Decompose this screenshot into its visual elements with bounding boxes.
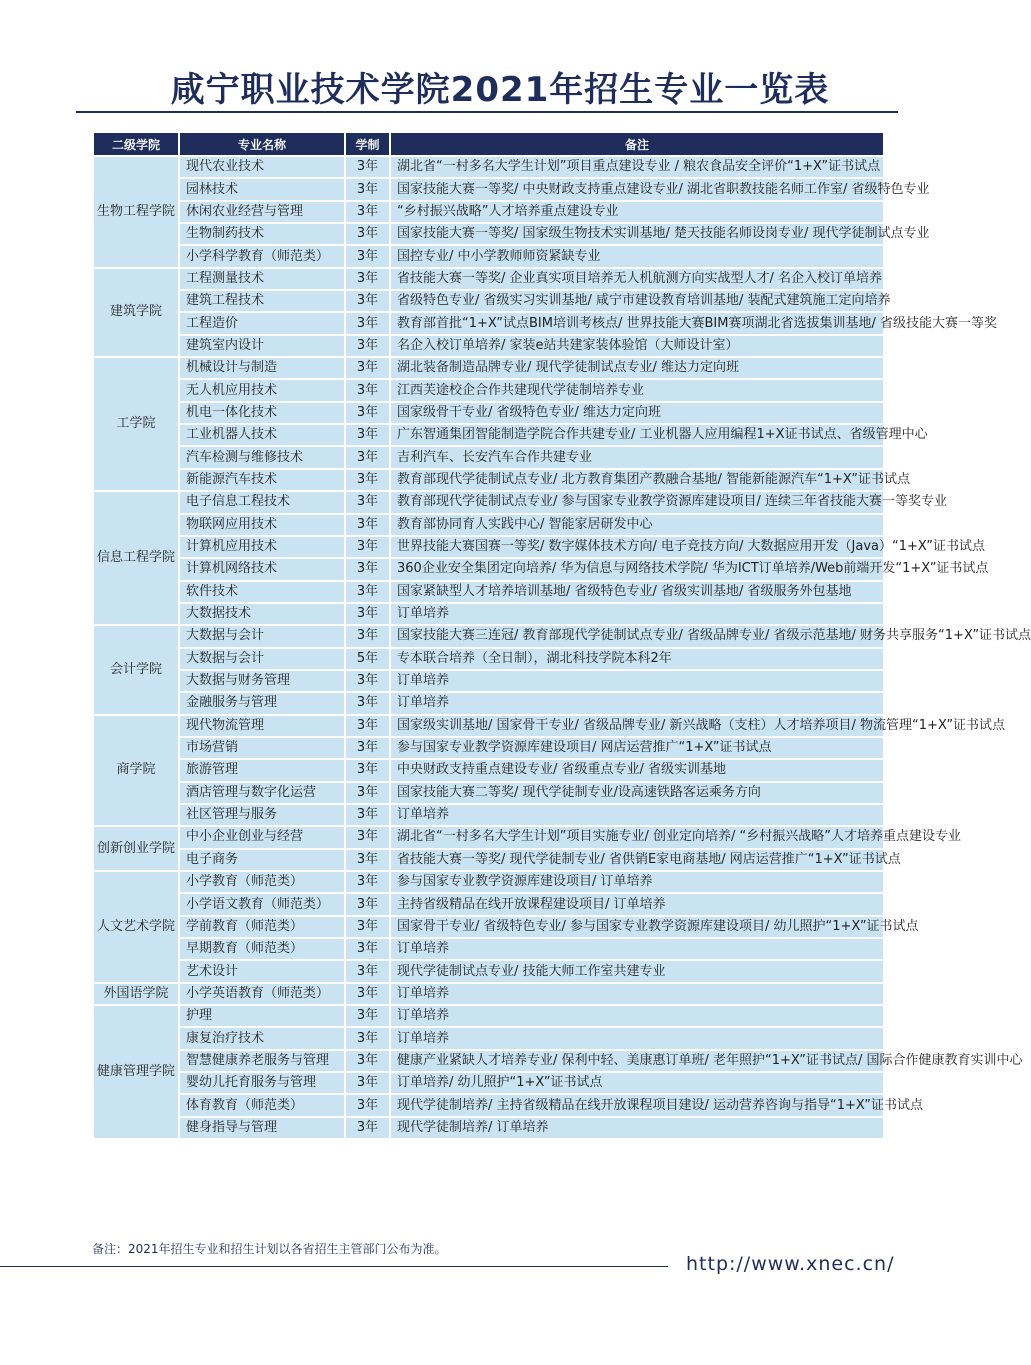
major-cell: 社区管理与服务 <box>179 804 345 826</box>
majors-table <box>92 131 1031 1140</box>
years-cell: 3年 <box>345 201 390 223</box>
major-cell: 酒店管理与数字化运营 <box>179 782 345 804</box>
title-divider <box>76 111 898 113</box>
years-cell: 3年 <box>345 379 390 401</box>
table-row <box>93 692 884 714</box>
years-cell: 3年 <box>345 469 390 491</box>
table-row <box>93 1117 884 1139</box>
note-cell: 国控专业/ 中小学教师师资紧缺专业 <box>390 245 884 267</box>
note-cell: 国家技能大赛二等奖/ 现代学徒制专业/设高速铁路客运乘务方向 <box>390 782 884 804</box>
note-cell: 湖北装备制造品牌专业/ 现代学徒制试点专业/ 维达力定向班 <box>390 357 884 379</box>
major-cell: 建筑室内设计 <box>179 335 345 357</box>
years-cell: 3年 <box>345 983 390 1005</box>
note-cell: 湖北省“一村多名大学生计划”项目实施专业/ 创业定向培养/ “乡村振兴战略”人才培养重点建设专业 <box>390 826 884 848</box>
note-cell: 国家技能大赛一等奖/ 国家级生物技术实训基地/ 楚天技能名师设岗专业/ 现代学徒制试点专业 <box>390 223 884 245</box>
table-row <box>93 1094 884 1116</box>
table-row <box>93 469 884 491</box>
note-cell: 订单培养 <box>390 692 884 714</box>
years-cell: 3年 <box>345 245 390 267</box>
table-row <box>93 938 884 960</box>
years-cell: 3年 <box>345 290 390 312</box>
note-cell: 国家技能大赛一等奖/ 中央财政支持重点建设专业/ 湖北省职教技能名师工作室/ 省级特色专业 <box>390 178 884 200</box>
major-cell: 休闲农业经营与管理 <box>179 201 345 223</box>
major-cell: 大数据与财务管理 <box>179 670 345 692</box>
table-row <box>93 223 884 245</box>
note-cell: 名企入校订单培养/ 家装e站共建家装体验馆（大师设计室） <box>390 335 884 357</box>
note-cell: 订单培养 <box>390 938 884 960</box>
major-cell: 早期教育（师范类） <box>179 938 345 960</box>
major-cell: 艺术设计 <box>179 960 345 982</box>
note-cell: 省技能大赛一等奖/ 企业真实项目培养无人机航测方向实战型人才/ 名企入校订单培养 <box>390 268 884 290</box>
major-cell: 软件技术 <box>179 581 345 603</box>
table-row <box>93 782 884 804</box>
years-cell: 3年 <box>345 625 390 647</box>
major-cell: 生物制药技术 <box>179 223 345 245</box>
major-cell: 工业机器人技术 <box>179 424 345 446</box>
years-cell: 3年 <box>345 1117 390 1139</box>
major-cell: 健身指导与管理 <box>179 1117 345 1139</box>
major-cell: 新能源汽车技术 <box>179 469 345 491</box>
note-cell: 订单培养/ 幼儿照护“1+X”证书试点 <box>390 1072 884 1094</box>
years-cell: 3年 <box>345 849 390 871</box>
note-cell: 国家级实训基地/ 国家骨干专业/ 省级品牌专业/ 新兴战略（支柱）人才培养项目/ 物流管理“1+X”证书试点 <box>390 715 884 737</box>
table-row <box>93 558 884 580</box>
table-row <box>93 268 884 290</box>
years-cell: 3年 <box>345 402 390 424</box>
major-cell: 小学科学教育（师范类） <box>179 245 345 267</box>
note-cell: 国家紧缺型人才培养培训基地/ 省级特色专业/ 省级实训基地/ 省级服务外包基地 <box>390 581 884 603</box>
major-cell: 电子信息工程技术 <box>179 491 345 513</box>
table-row <box>93 1005 884 1027</box>
table-row <box>93 379 884 401</box>
table-row <box>93 960 884 982</box>
years-cell: 3年 <box>345 558 390 580</box>
major-cell: 学前教育（师范类） <box>179 916 345 938</box>
years-cell: 3年 <box>345 514 390 536</box>
college-cell: 人文艺术学院 <box>93 871 179 983</box>
major-cell: 工程造价 <box>179 312 345 334</box>
years-cell: 3年 <box>345 581 390 603</box>
major-cell: 市场营销 <box>179 737 345 759</box>
years-cell: 3年 <box>345 424 390 446</box>
note-cell: 教育部现代学徒制试点专业/ 参与国家专业教学资源库建设项目/ 连续三年省技能大赛一等奖专业 <box>390 491 884 513</box>
years-cell: 3年 <box>345 916 390 938</box>
major-cell: 无人机应用技术 <box>179 379 345 401</box>
years-cell: 3年 <box>345 804 390 826</box>
note-cell: 专本联合培养（全日制），湖北科技学院本科2年 <box>390 648 884 670</box>
note-cell: 主持省级精品在线开放课程建设项目/ 订单培养 <box>390 893 884 915</box>
table-row <box>93 737 884 759</box>
major-cell: 机电一体化技术 <box>179 402 345 424</box>
years-cell: 3年 <box>345 603 390 625</box>
note-cell: 世界技能大赛国赛一等奖/ 数字媒体技术方向/ 电子竞技方向/ 大数据应用开发（Java）“1+X”证书试点 <box>390 536 884 558</box>
table-row <box>93 424 884 446</box>
major-cell: 物联网应用技术 <box>179 514 345 536</box>
major-cell: 建筑工程技术 <box>179 290 345 312</box>
major-cell: 工程测量技术 <box>179 268 345 290</box>
major-cell: 大数据与会计 <box>179 648 345 670</box>
note-cell: 江西芙途校企合作共建现代学徒制培养专业 <box>390 379 884 401</box>
years-cell: 3年 <box>345 715 390 737</box>
table-row <box>93 670 884 692</box>
note-cell: 订单培养 <box>390 1005 884 1027</box>
college-cell: 信息工程学院 <box>93 491 179 625</box>
note-cell: 省级特色专业/ 省级实习实训基地/ 咸宁市建设教育培训基地/ 装配式建筑施工定向培养 <box>390 290 884 312</box>
table-row <box>93 312 884 334</box>
table-row <box>93 804 884 826</box>
major-cell: 护理 <box>179 1005 345 1027</box>
years-cell: 3年 <box>345 1005 390 1027</box>
page-title: 咸宁职业技术学院2021年招生专业一览表 <box>170 70 830 110</box>
header-years: 学制 <box>345 132 390 156</box>
major-cell: 计算机应用技术 <box>179 536 345 558</box>
college-cell: 创新创业学院 <box>93 826 179 871</box>
years-cell: 3年 <box>345 335 390 357</box>
note-cell: 360企业安全集团定向培养/ 华为信息与网络技术学院/ 华为ICT订单培养/Web前端开发“1+X”证书试点 <box>390 558 884 580</box>
major-cell: 大数据技术 <box>179 603 345 625</box>
major-cell: 小学教育（师范类） <box>179 871 345 893</box>
note-cell: 参与国家专业教学资源库建设项目/ 网店运营推广“1+X”证书试点 <box>390 737 884 759</box>
college-cell: 外国语学院 <box>93 983 179 1005</box>
table-row <box>93 759 884 781</box>
years-cell: 3年 <box>345 692 390 714</box>
note-cell: 湖北省“一村多名大学生计划”项目重点建设专业 / 粮农食品安全评价“1+X”证书试点 <box>390 156 884 178</box>
major-cell: 机械设计与制造 <box>179 357 345 379</box>
table-row <box>93 625 884 647</box>
years-cell: 3年 <box>345 1072 390 1094</box>
college-cell: 生物工程学院 <box>93 156 179 268</box>
note-cell: 健康产业紧缺人才培养专业/ 保利中轻、美康惠订单班/ 老年照护“1+X”证书试点/ 国际合作健康教育实训中心 <box>390 1050 884 1072</box>
years-cell: 3年 <box>345 536 390 558</box>
table-row <box>93 491 884 513</box>
website-link[interactable]: http://www.xnec.cn/ <box>686 1253 895 1275</box>
years-cell: 3年 <box>345 759 390 781</box>
years-cell: 3年 <box>345 178 390 200</box>
note-cell: 国家技能大赛三连冠/ 教育部现代学徒制试点专业/ 省级品牌专业/ 省级示范基地/ 财务共享服务“1+X”证书试点 <box>390 625 884 647</box>
years-cell: 3年 <box>345 223 390 245</box>
major-cell: 中小企业创业与经营 <box>179 826 345 848</box>
college-cell: 健康管理学院 <box>93 1005 179 1139</box>
table-header-row <box>93 132 884 156</box>
table-row <box>93 826 884 848</box>
header-note: 备注 <box>390 132 884 156</box>
years-cell: 3年 <box>345 446 390 468</box>
major-cell: 计算机网络技术 <box>179 558 345 580</box>
note-cell: 教育部现代学徒制试点专业/ 北方教育集团产教融合基地/ 智能新能源汽车“1+X”证书试点 <box>390 469 884 491</box>
years-cell: 3年 <box>345 1094 390 1116</box>
header-college: 二级学院 <box>93 132 179 156</box>
note-cell: 现代学徒制培养/ 订单培养 <box>390 1117 884 1139</box>
major-cell: 旅游管理 <box>179 759 345 781</box>
note-cell: 吉利汽车、长安汽车合作共建专业 <box>390 446 884 468</box>
table-row <box>93 178 884 200</box>
table-row <box>93 893 884 915</box>
note-cell: 订单培养 <box>390 1027 884 1049</box>
table-row <box>93 1027 884 1049</box>
years-cell: 3年 <box>345 737 390 759</box>
table-row <box>93 581 884 603</box>
major-cell: 小学语文教育（师范类） <box>179 893 345 915</box>
college-cell: 工学院 <box>93 357 179 491</box>
major-cell: 小学英语教育（师范类） <box>179 983 345 1005</box>
note-cell: “乡村振兴战略”人才培养重点建设专业 <box>390 201 884 223</box>
note-cell: 参与国家专业教学资源库建设项目/ 订单培养 <box>390 871 884 893</box>
table-row <box>93 201 884 223</box>
years-cell: 3年 <box>345 1027 390 1049</box>
years-cell: 3年 <box>345 670 390 692</box>
major-cell: 金融服务与管理 <box>179 692 345 714</box>
major-cell: 汽车检测与维修技术 <box>179 446 345 468</box>
table-row <box>93 715 884 737</box>
major-cell: 智慧健康养老服务与管理 <box>179 1050 345 1072</box>
years-cell: 3年 <box>345 268 390 290</box>
table-row <box>93 402 884 424</box>
note-cell: 订单培养 <box>390 983 884 1005</box>
years-cell: 3年 <box>345 782 390 804</box>
note-cell: 国家级骨干专业/ 省级特色专业/ 维达力定向班 <box>390 402 884 424</box>
table-row <box>93 849 884 871</box>
years-cell: 3年 <box>345 960 390 982</box>
table-row <box>93 603 884 625</box>
years-cell: 3年 <box>345 871 390 893</box>
major-cell: 康复治疗技术 <box>179 1027 345 1049</box>
footnote: 备注：2021年招生专业和招生计划以各省招生主管部门公布为准。 <box>92 1242 447 1256</box>
years-cell: 3年 <box>345 312 390 334</box>
note-cell: 订单培养 <box>390 804 884 826</box>
major-cell: 体育教育（师范类） <box>179 1094 345 1116</box>
table-row <box>93 514 884 536</box>
table-body <box>93 156 1031 1139</box>
note-cell: 国家骨干专业/ 省级特色专业/ 参与国家专业教学资源库建设项目/ 幼儿照护“1+X”证书试点 <box>390 916 884 938</box>
major-cell: 电子商务 <box>179 849 345 871</box>
table-row <box>93 648 884 670</box>
table-row <box>93 916 884 938</box>
note-cell: 现代学徒制试点专业/ 技能大师工作室共建专业 <box>390 960 884 982</box>
table-row <box>93 871 884 893</box>
table-row <box>93 245 884 267</box>
note-cell: 省技能大赛一等奖/ 现代学徒制专业/ 省供销E家电商基地/ 网店运营推广“1+X”证书试点 <box>390 849 884 871</box>
table-row <box>93 357 884 379</box>
table-row <box>93 156 884 178</box>
college-cell: 商学院 <box>93 715 179 827</box>
table-row <box>93 446 884 468</box>
major-cell: 现代物流管理 <box>179 715 345 737</box>
footer-divider <box>0 1266 668 1267</box>
note-cell: 订单培养 <box>390 670 884 692</box>
years-cell: 3年 <box>345 938 390 960</box>
major-cell: 婴幼儿托育服务与管理 <box>179 1072 345 1094</box>
college-cell: 建筑学院 <box>93 268 179 357</box>
note-cell: 现代学徒制培养/ 主持省级精品在线开放课程项目建设/ 运动营养咨询与指导“1+X”证书试点 <box>390 1094 884 1116</box>
years-cell: 3年 <box>345 491 390 513</box>
table-row <box>93 1050 884 1072</box>
major-cell: 现代农业技术 <box>179 156 345 178</box>
college-cell: 会计学院 <box>93 625 179 714</box>
note-cell: 中央财政支持重点建设专业/ 省级重点专业/ 省级实训基地 <box>390 759 884 781</box>
table-row <box>93 335 884 357</box>
years-cell: 3年 <box>345 826 390 848</box>
note-cell: 订单培养 <box>390 603 884 625</box>
note-cell: 教育部协同育人实践中心/ 智能家居研发中心 <box>390 514 884 536</box>
years-cell: 3年 <box>345 357 390 379</box>
table-row <box>93 983 884 1005</box>
major-cell: 园林技术 <box>179 178 345 200</box>
years-cell: 3年 <box>345 893 390 915</box>
years-cell: 5年 <box>345 648 390 670</box>
major-cell: 大数据与会计 <box>179 625 345 647</box>
table-row <box>93 1072 884 1094</box>
header-major: 专业名称 <box>179 132 345 156</box>
note-cell: 广东智通集团智能制造学院合作共建专业/ 工业机器人应用编程1+X证书试点、省级管理中心 <box>390 424 884 446</box>
table-row <box>93 290 884 312</box>
years-cell: 3年 <box>345 1050 390 1072</box>
table-row <box>93 536 884 558</box>
years-cell: 3年 <box>345 156 390 178</box>
note-cell: 教育部首批“1+X”试点BIM培训考核点/ 世界技能大赛BIM赛项湖北省选拔集训基地/ 省级技能大赛一等奖 <box>390 312 884 334</box>
